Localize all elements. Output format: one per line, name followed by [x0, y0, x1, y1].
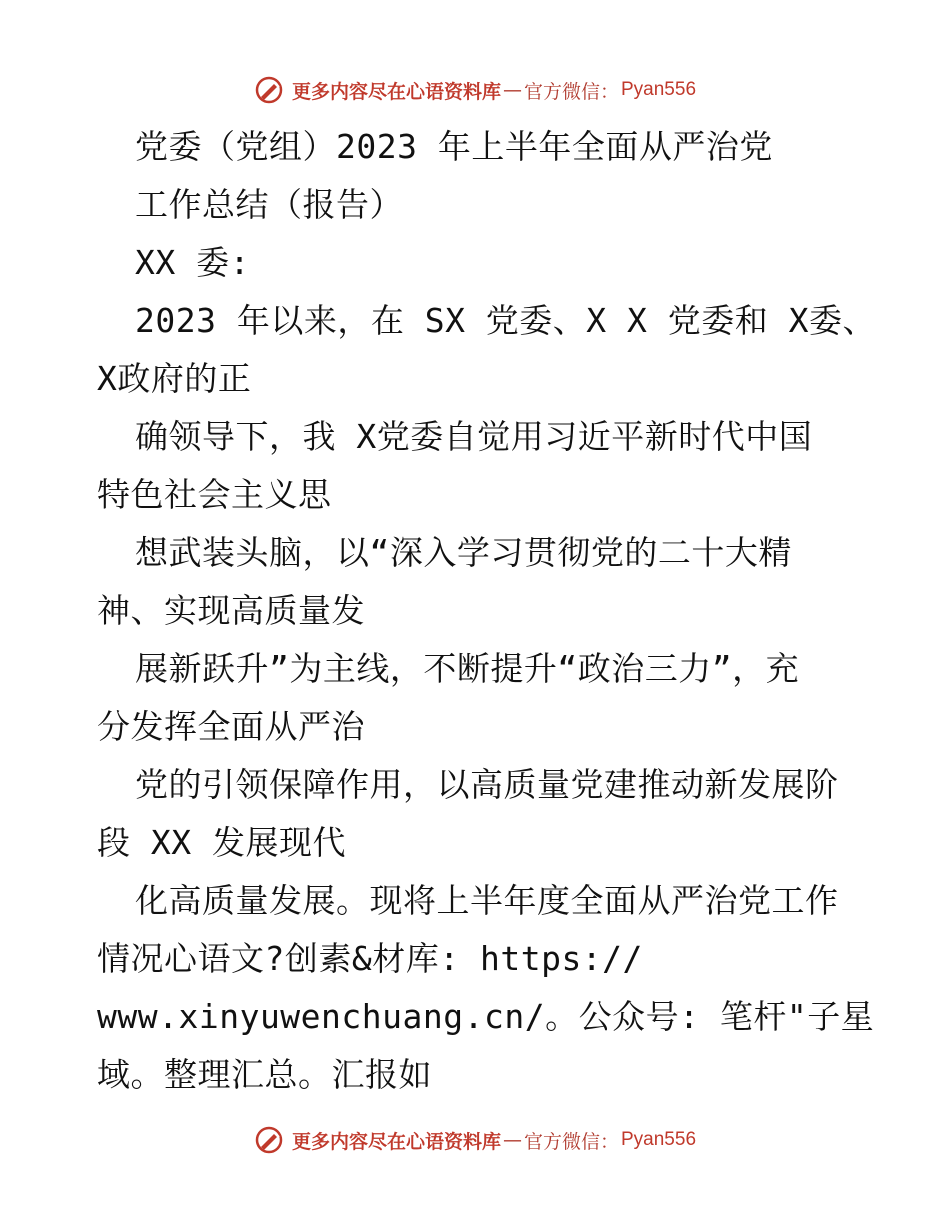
footer-banner — [0, 1120, 950, 1160]
document-salutation: XX 委: — [135, 243, 250, 282]
paragraph-line: 2023 年以来，在 SX 党委、X X 党委和 X委、 — [135, 301, 877, 340]
paragraph-line: 神、实现高质量发 — [97, 591, 365, 630]
banner-wechat-id: Pyan556 — [621, 79, 697, 100]
paragraph-line: 段 XX 发展现代 — [97, 823, 346, 862]
paragraph-line: www.xinyuwenchuang.cn/。公众号: 笔杆"子星 — [97, 997, 875, 1036]
header-banner — [0, 70, 950, 110]
quill-seal-icon — [254, 75, 284, 105]
paragraph-line: 域。整理汇总。汇报如 — [97, 1055, 432, 1094]
banner-wechat-label: 官方微信： — [523, 80, 619, 103]
paragraph-line: 化高质量发展。现将上半年度全面从严治党工作 — [135, 881, 839, 920]
document-body — [97, 118, 877, 1104]
banner-wechat-id: Pyan556 — [621, 1129, 697, 1150]
banner-separator: — — [502, 79, 522, 101]
paragraph-line: 想武装头脑，以“深入学习贯彻党的二十大精 — [135, 533, 792, 572]
paragraph-line: 分发挥全面从严治 — [97, 707, 365, 746]
banner-wechat-label: 官方微信： — [523, 1130, 619, 1153]
banner-separator: — — [502, 1129, 522, 1151]
paragraph-line: 确领导下，我 X党委自觉用习近平新时代中国 — [135, 417, 813, 456]
quill-seal-icon — [254, 1125, 284, 1155]
paragraph-line: 党的引领保障作用，以高质量党建推动新发展阶 — [135, 765, 839, 804]
paragraph-line: 特色社会主义思 — [97, 475, 332, 514]
paragraph-line: 展新跃升”为主线，不断提升“政治三力”，充 — [135, 649, 800, 688]
document-title-line-1: 党委（党组）2023 年上半年全面从严治党 — [135, 127, 773, 166]
paragraph-line: 情况心语文?创素&材库: https:// — [97, 939, 643, 978]
document-title-line-2: 工作总结（报告） — [135, 185, 403, 224]
paragraph-line: X政府的正 — [97, 359, 252, 398]
banner-brand-text: 更多内容尽在心语资料库 — [291, 1130, 501, 1153]
banner-brand-text: 更多内容尽在心语资料库 — [291, 80, 501, 103]
